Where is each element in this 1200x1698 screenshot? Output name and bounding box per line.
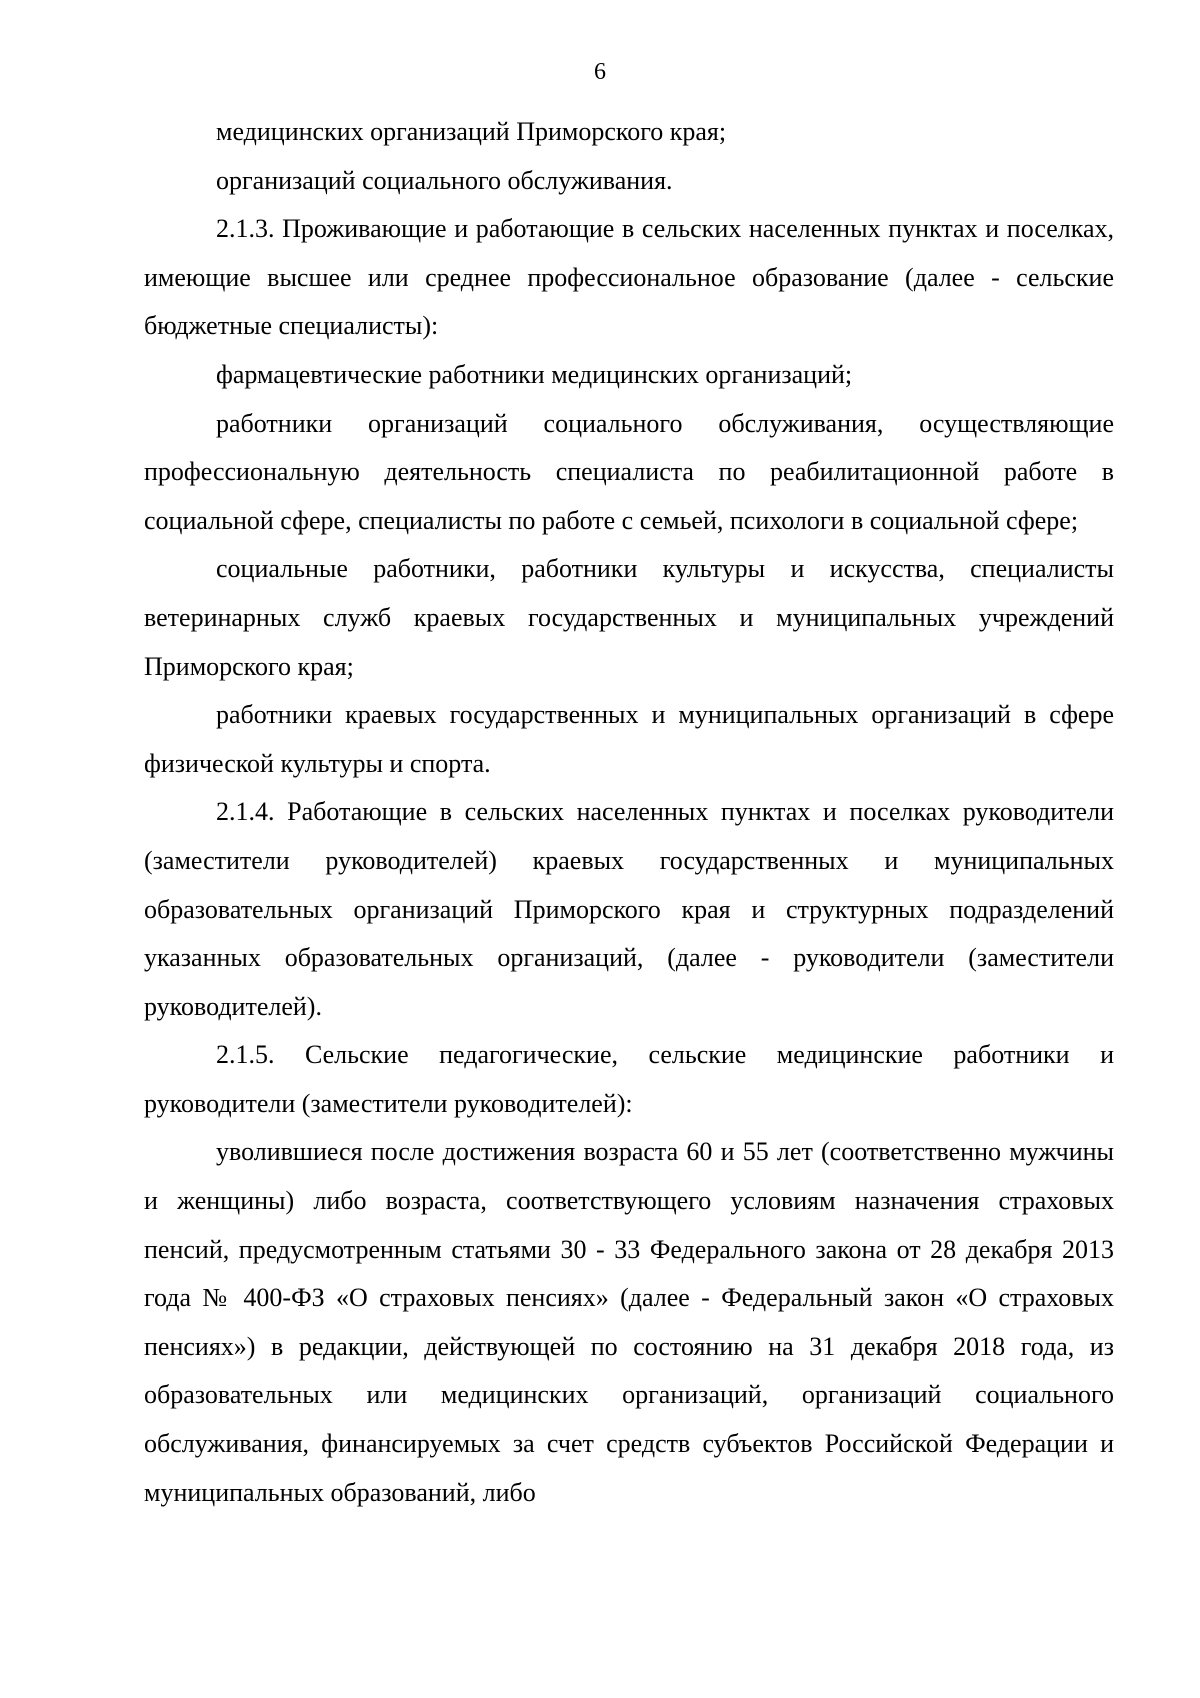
paragraph-8: 2.1.4. Работающие в сельских населенных пунктах и поселках руководители (заместители руководителей) краевых государственных и муниципальных образовательных организаций Приморского края и структурных подразделений указанных образовательных организаций, (далее - руководители (заместители руководителей).	[144, 797, 1114, 1021]
document-body	[144, 108, 1114, 1517]
paragraph-10: уволившиеся после достижения возраста 60 и 55 лет (соответственно мужчины и женщины) либо возраста, соответствующего условиям назначения страховых пенсий, предусмотренным статьями 30 - 33 Федерального закона от 28 декабря 2013 года № 400-ФЗ «О страховых пенсиях» (далее - Федеральный закон «О страховых пенсиях») в редакции, действующей по состоянию на 31 декабря 2018 года, из образовательных или медицинских организаций, организаций социального обслуживания, финансируемых за счет средств субъектов Российской Федерации и муниципальных образований, либо	[144, 1137, 1114, 1507]
paragraph-3: 2.1.3. Проживающие и работающие в сельских населенных пунктах и поселках, имеющие высшее или среднее профессиональное образование (далее - сельские бюджетные специалисты):	[144, 214, 1114, 341]
paragraph-4: фармацевтические работники медицинских организаций;	[216, 359, 853, 389]
paragraph-5: работники организаций социального обслуживания, осуществляющие профессиональную деятельность специалиста по реабилитационной работе в социальной сфере, специалисты по работе с семьей, психологи в социальной сфере;	[144, 408, 1114, 535]
page-number: 6	[594, 59, 606, 85]
paragraph-2: организаций социального обслуживания.	[216, 165, 673, 195]
paragraph-7: работники краевых государственных и муниципальных организаций в сфере физической культуры и спорта.	[144, 700, 1114, 778]
paragraph-1: медицинских организаций Приморского края;	[216, 117, 727, 146]
paragraph-6: социальные работники, работники культуры и искусства, специалисты ветеринарных служб краевых государственных и муниципальных учреждений Приморского края;	[144, 554, 1114, 681]
paragraph-9: 2.1.5. Сельские педагогические, сельские медицинские работники и руководители (заместители руководителей):	[144, 1040, 1114, 1118]
